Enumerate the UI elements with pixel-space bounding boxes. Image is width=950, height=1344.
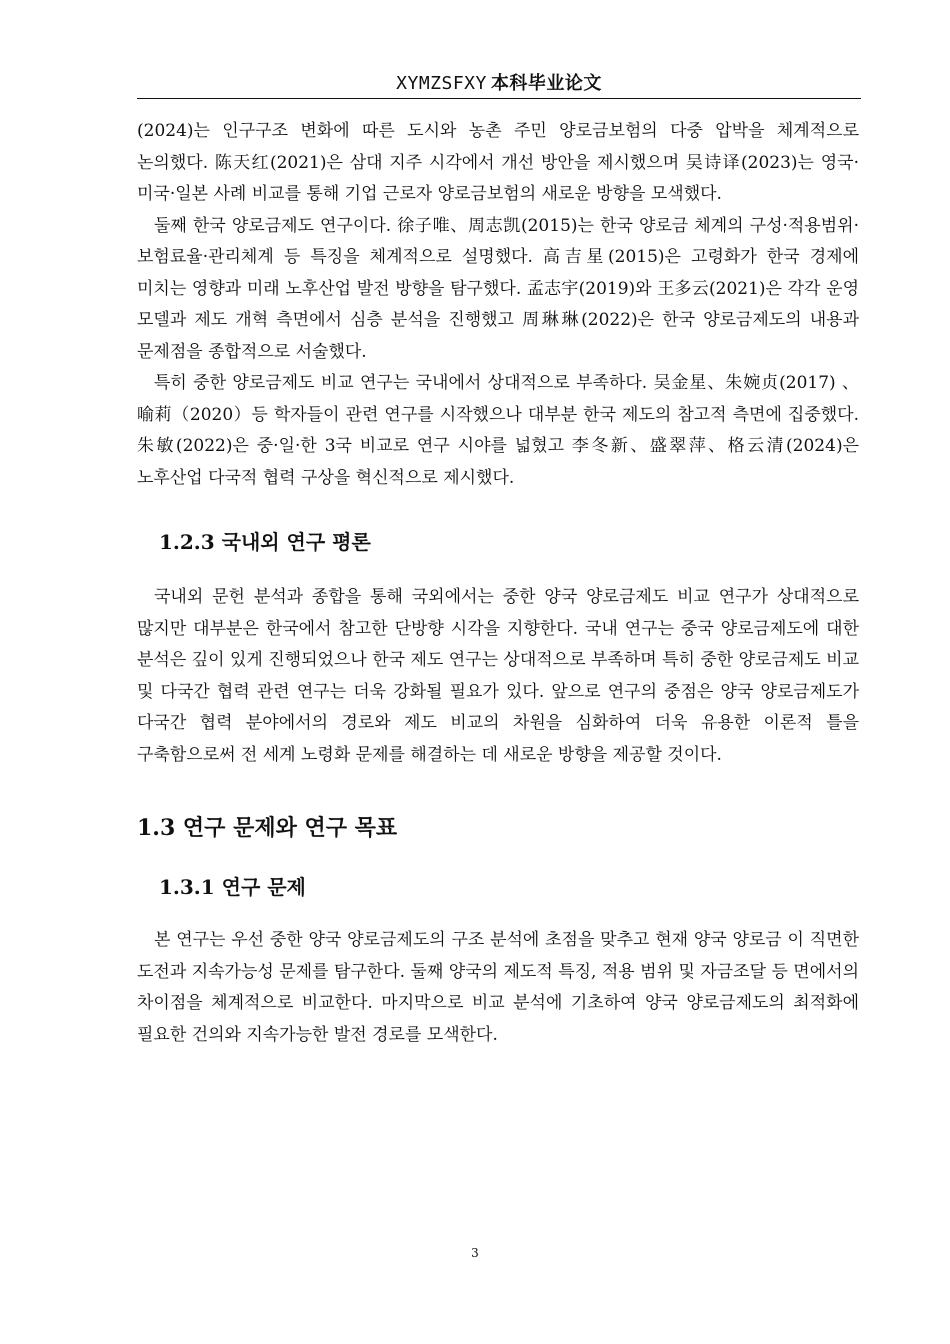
paragraph-research-questions: 본 연구는 우선 중한 양국 양로금제도의 구조 분석에 초점을 맞추고 현재 양국 양로금 이 직면한 도전과 지속가능성 문제를 탐구한다. 둘째 양국의 제도적 특징, 적용 범위 및 자금조달 등 면에서의 차이점을 체계적으로 비교한다. 마지막으로 비교 분석에 기초하여 양국 양로금제도의 최적화에 필요한 건의와 지속가능한 발전 경로를 모색한다. (137, 930, 859, 1045)
paragraph-korean-pension-studies: 둘째 한국 양로금제도 연구이다. 徐子唯、周志凯(2015)는 한국 양로금 체계의 구성·적용범위·보험료율·관리체계 등 특징을 체계적으로 설명했다. 高吉星(2015)은 고령화가 한국 경제에 미치는 영향과 미래 노후산업 발전 방향을 탐구했다. 孟志宇(2019)와 王多云(2021)은 각각 운영 모델과 제도 개혁 측면에서 심층 분석을 진행했고 周琳琳(2022)은 한국 양로금제도의 내용과 문제점을 종합적으로 서술했다. (137, 215, 859, 362)
section-heading-1-2-3: 1.2.3 국내외 연구 평론 (159, 530, 371, 554)
header-latin-text: XYMZSFXY (396, 73, 487, 94)
running-header (137, 70, 861, 98)
paragraph-comparative-studies: 특히 중한 양로금제도 비교 연구는 국내에서 상대적으로 부족하다. 吴金星、朱婉贞(2017) 、喻莉（2020）등 학자들이 관련 연구를 시작했으나 대부분 한국 제도의 참고적 측면에 집중했다. 朱敏(2022)은 중·일·한 3국 비교로 연구 시야를 넓혔고 李冬新、盛翠萍、格云清(2024)은 노후산업 다국적 협력 구상을 혁신적으로 제시했다. (137, 373, 859, 488)
section-heading-1-3-1: 1.3.1 연구 문제 (159, 875, 306, 899)
section-heading-1-3: 1.3 연구 문제와 연구 목표 (137, 815, 398, 841)
document-body (137, 116, 859, 1051)
header-rule (137, 98, 861, 99)
paragraph-literature-review: 국내외 문헌 분석과 종합을 통해 국외에서는 중한 양국 양로금제도 비교 연구가 상대적으로 많지만 대부분은 한국에서 참고한 단방향 시각을 지향한다. 국내 연구는 중국 양로금제도에 대한 분석은 깊이 있게 진행되었으나 한국 제도 연구는 상대적으로 부족하며 특히 중한 양로금제도 비교 및 다국간 협력 관련 연구는 더욱 강화될 필요가 있다. 앞으로 연구의 중점은 양국 양로금제도가 다국간 협력 분야에서의 경로와 제도 비교의 차원을 심화하여 더욱 유용한 이론적 틀을 구축함으로써 전 세계 노령화 문제를 해결하는 데 새로운 방향을 제공할 것이다. (137, 587, 859, 765)
paragraph-chinese-studies-continued: (2024)는 인구구조 변화에 따른 도시와 농촌 주민 양로금보험의 다중 압박을 체계적으로 논의했다. 陈天红(2021)은 삼대 지주 시각에서 개선 방안을 제시했으며 吴诗译(2023)는 영국·미국·일본 사례 비교를 통해 기업 근로자 양로금보험의 새로운 방향을 모색했다. (137, 121, 859, 204)
page-number: 3 (471, 1246, 479, 1260)
header-thesis-title: 本科毕业论文 (490, 73, 602, 94)
